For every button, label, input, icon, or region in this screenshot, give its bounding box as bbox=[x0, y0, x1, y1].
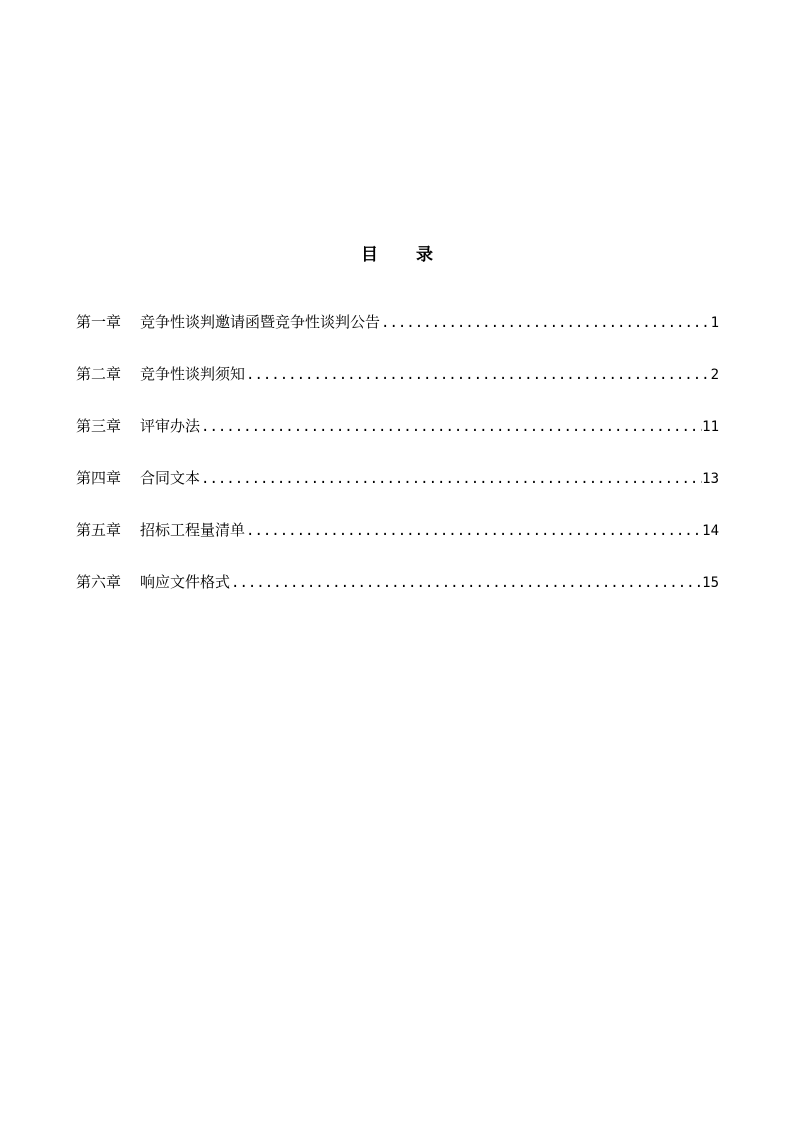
toc-dot-leader bbox=[230, 572, 702, 594]
toc-page-number: 15 bbox=[702, 575, 719, 591]
toc-title: 目 录 bbox=[361, 245, 449, 265]
toc-page-number: 11 bbox=[702, 419, 719, 435]
toc-chapter-title: 评审办法 bbox=[140, 417, 201, 435]
toc-dot-leader bbox=[245, 364, 711, 386]
toc-page-number: 13 bbox=[702, 471, 719, 487]
toc-dot-leader bbox=[200, 416, 702, 438]
toc-chapter-title: 竞争性谈判邀请函暨竞争性谈判公告 bbox=[140, 313, 381, 331]
toc-page-number: 1 bbox=[710, 315, 719, 331]
table-of-contents bbox=[76, 311, 719, 623]
toc-page-number: 14 bbox=[702, 523, 719, 539]
toc-chapter-number: 第五章 bbox=[76, 521, 122, 539]
toc-chapter-title: 响应文件格式 bbox=[140, 573, 231, 591]
toc-chapter-title: 招标工程量清单 bbox=[140, 521, 246, 539]
toc-entry[interactable] bbox=[76, 363, 719, 415]
toc-dot-leader bbox=[245, 520, 702, 542]
toc-chapter-number: 第四章 bbox=[76, 469, 122, 487]
toc-chapter-number: 第二章 bbox=[76, 365, 122, 383]
toc-chapter-number: 第六章 bbox=[76, 573, 122, 591]
toc-entry[interactable] bbox=[76, 571, 719, 623]
toc-chapter-number: 第一章 bbox=[76, 313, 122, 331]
toc-chapter-number: 第三章 bbox=[76, 417, 122, 435]
toc-entry[interactable] bbox=[76, 519, 719, 571]
toc-dot-leader bbox=[200, 468, 702, 490]
toc-entry[interactable] bbox=[76, 467, 719, 519]
toc-entry[interactable] bbox=[76, 415, 719, 467]
toc-chapter-title: 合同文本 bbox=[140, 469, 201, 487]
toc-chapter-title: 竞争性谈判须知 bbox=[140, 365, 246, 383]
toc-page-number: 2 bbox=[710, 367, 719, 383]
toc-entry[interactable] bbox=[76, 311, 719, 363]
toc-dot-leader bbox=[380, 312, 711, 334]
